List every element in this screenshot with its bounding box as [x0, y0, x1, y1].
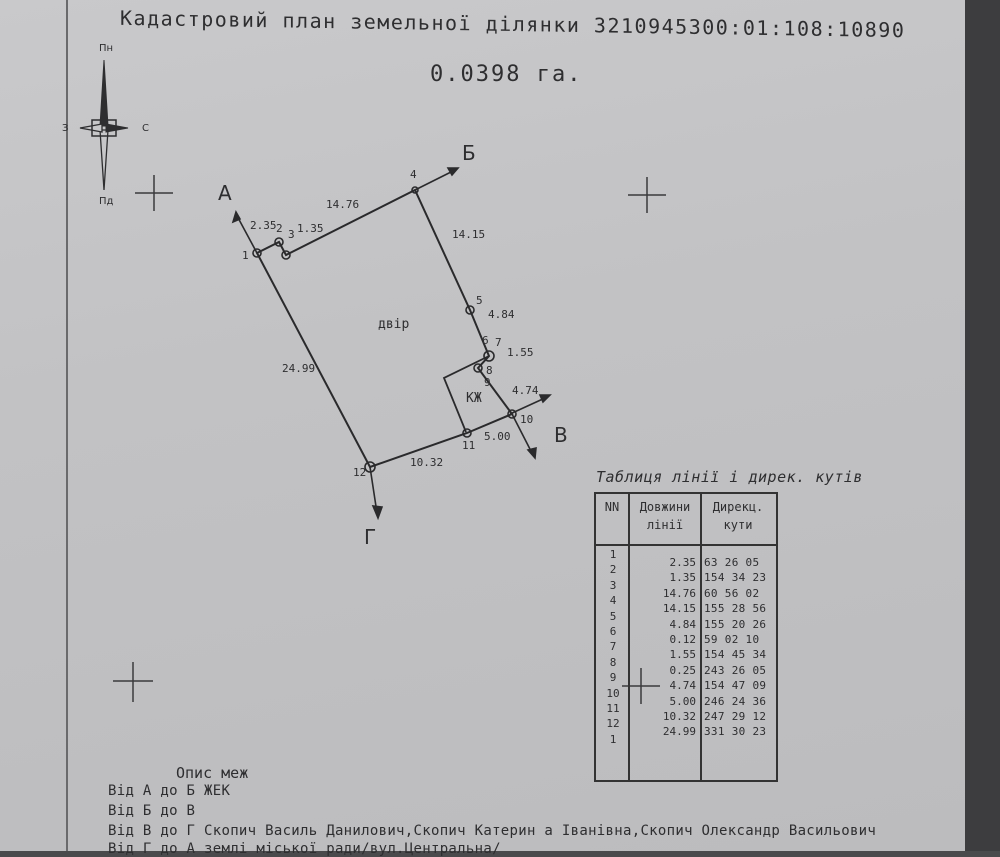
table-direction-cell: 154 45 34 [704, 648, 767, 662]
table-point-number: 12 [606, 717, 620, 731]
description-line-b-v: Від Б до В [108, 803, 196, 819]
table-point-number: 7 [609, 640, 617, 654]
table-point-number: 5 [609, 609, 617, 623]
table-length-cell: 10.32 [662, 710, 696, 723]
point-label-9: 9 [484, 376, 491, 389]
point-label-7: 7 [495, 336, 502, 349]
table-length-cell: 14.76 [662, 586, 696, 600]
grid-cross-marks [113, 175, 666, 704]
description-line-v-g: Від В до Г Скопич Василь Данилович,Скопич Катерин а Іванівна,Скопич Олександр Васильович [108, 823, 877, 839]
table-direction-cell: 60 56 02 [704, 586, 760, 600]
header-length: Довжини лінії [639, 500, 691, 532]
compass-south-label: Пд [99, 196, 114, 207]
table-direction-cell: 155 20 26 [704, 617, 767, 631]
table-direction-cell: 243 26 05 [704, 663, 767, 677]
table-direction-cell: 331 30 23 [704, 725, 767, 739]
segment-length-12-1: 24.99 [282, 362, 316, 375]
boundary-letter-b: Б [462, 141, 476, 165]
table-length-cell: 2.35 [669, 556, 696, 569]
segment-length-1-2: 2.35 [250, 219, 277, 232]
point-label-3: 3 [288, 228, 295, 241]
boundary-letter-v: В [554, 423, 568, 447]
table-point-number: 6 [609, 625, 617, 638]
table-point-number: 4 [609, 594, 617, 608]
point-label-1: 1 [242, 249, 249, 262]
table-point-number: 11 [606, 702, 620, 715]
table-point-number: 9 [609, 671, 617, 685]
point-label-2: 2 [276, 222, 283, 235]
document-title: Кадастровий план земельної ділянки 3210945300:01:108:10890 [120, 5, 906, 43]
description-line-g-a: Від Г до А землі міської ради/вул.Центральна/ [108, 841, 501, 857]
table-direction-cell: 155 28 56 [704, 602, 767, 616]
segment-length-11-12: 10.32 [410, 456, 444, 469]
table-direction-cell: 154 34 23 [704, 571, 767, 585]
point-label-6: 6 [482, 334, 489, 347]
table-direction-cell: 247 29 12 [704, 710, 767, 723]
segment-length-7-8: 1.55 [507, 346, 534, 359]
table-direction-cell: 59 02 10 [704, 633, 760, 646]
table-direction-cell: 154 47 09 [704, 679, 767, 693]
boundary-description-title: Опис меж [176, 764, 249, 782]
table-length-cell: 1.55 [669, 648, 696, 662]
table-length-cell: 1.35 [669, 571, 696, 585]
table-point-number: 8 [609, 655, 617, 669]
boundary-arrows [233, 168, 550, 518]
table-length-cell: 0.12 [669, 633, 696, 646]
segment-length-5-6: 4.84 [488, 308, 515, 321]
yard-label: двір [378, 317, 410, 332]
table-length-cell: 24.99 [662, 725, 696, 739]
table-point-number: 1 [609, 732, 617, 746]
table-point-number: 2 [609, 563, 617, 577]
compass-rose-icon [80, 60, 128, 190]
compass-east-label: С [142, 123, 149, 134]
table-title: Таблиця лінії і дирек. кутів [596, 468, 863, 486]
segment-length-10-11: 5.00 [484, 430, 511, 443]
boundary-letter-a: А [218, 181, 232, 205]
table-point-number: 3 [609, 578, 617, 592]
description-line-a-b: Від А до Б ЖЕК [108, 783, 231, 799]
point-label-12: 12 [353, 466, 367, 479]
compass-west-label: З [62, 123, 69, 134]
compass-north-label: Пн [99, 43, 114, 54]
house-label: КЖ [466, 391, 482, 406]
segment-length-3-4: 14.76 [326, 198, 360, 211]
segment-length-9-10: 4.74 [512, 384, 539, 397]
segment-length-4-5: 14.15 [452, 228, 486, 241]
point-label-8: 8 [486, 364, 493, 377]
table-length-cell: 14.15 [662, 602, 696, 616]
table-direction-cell: 246 24 36 [704, 694, 767, 708]
plot-area: 0.0398 га. [430, 62, 583, 87]
point-label-11: 11 [462, 439, 476, 452]
point-label-10: 10 [520, 413, 534, 426]
table-point-number: 10 [606, 686, 620, 700]
header-nn: NN [604, 500, 620, 514]
point-label-4: 4 [410, 168, 417, 181]
lines-directions-table [594, 492, 778, 782]
segment-length-2-3: 1.35 [297, 222, 324, 235]
table-point-number: 1 [609, 548, 617, 561]
table-length-cell: 0.25 [669, 663, 696, 677]
table-length-cell: 5.00 [669, 694, 696, 708]
header-direction: Дирекц. кути [712, 500, 764, 532]
table-length-cell: 4.74 [669, 679, 696, 693]
table-length-cell: 4.84 [669, 617, 696, 631]
table-direction-cell: 63 26 05 [704, 556, 760, 569]
boundary-letter-g: Г [364, 525, 377, 549]
point-label-5: 5 [476, 294, 483, 307]
